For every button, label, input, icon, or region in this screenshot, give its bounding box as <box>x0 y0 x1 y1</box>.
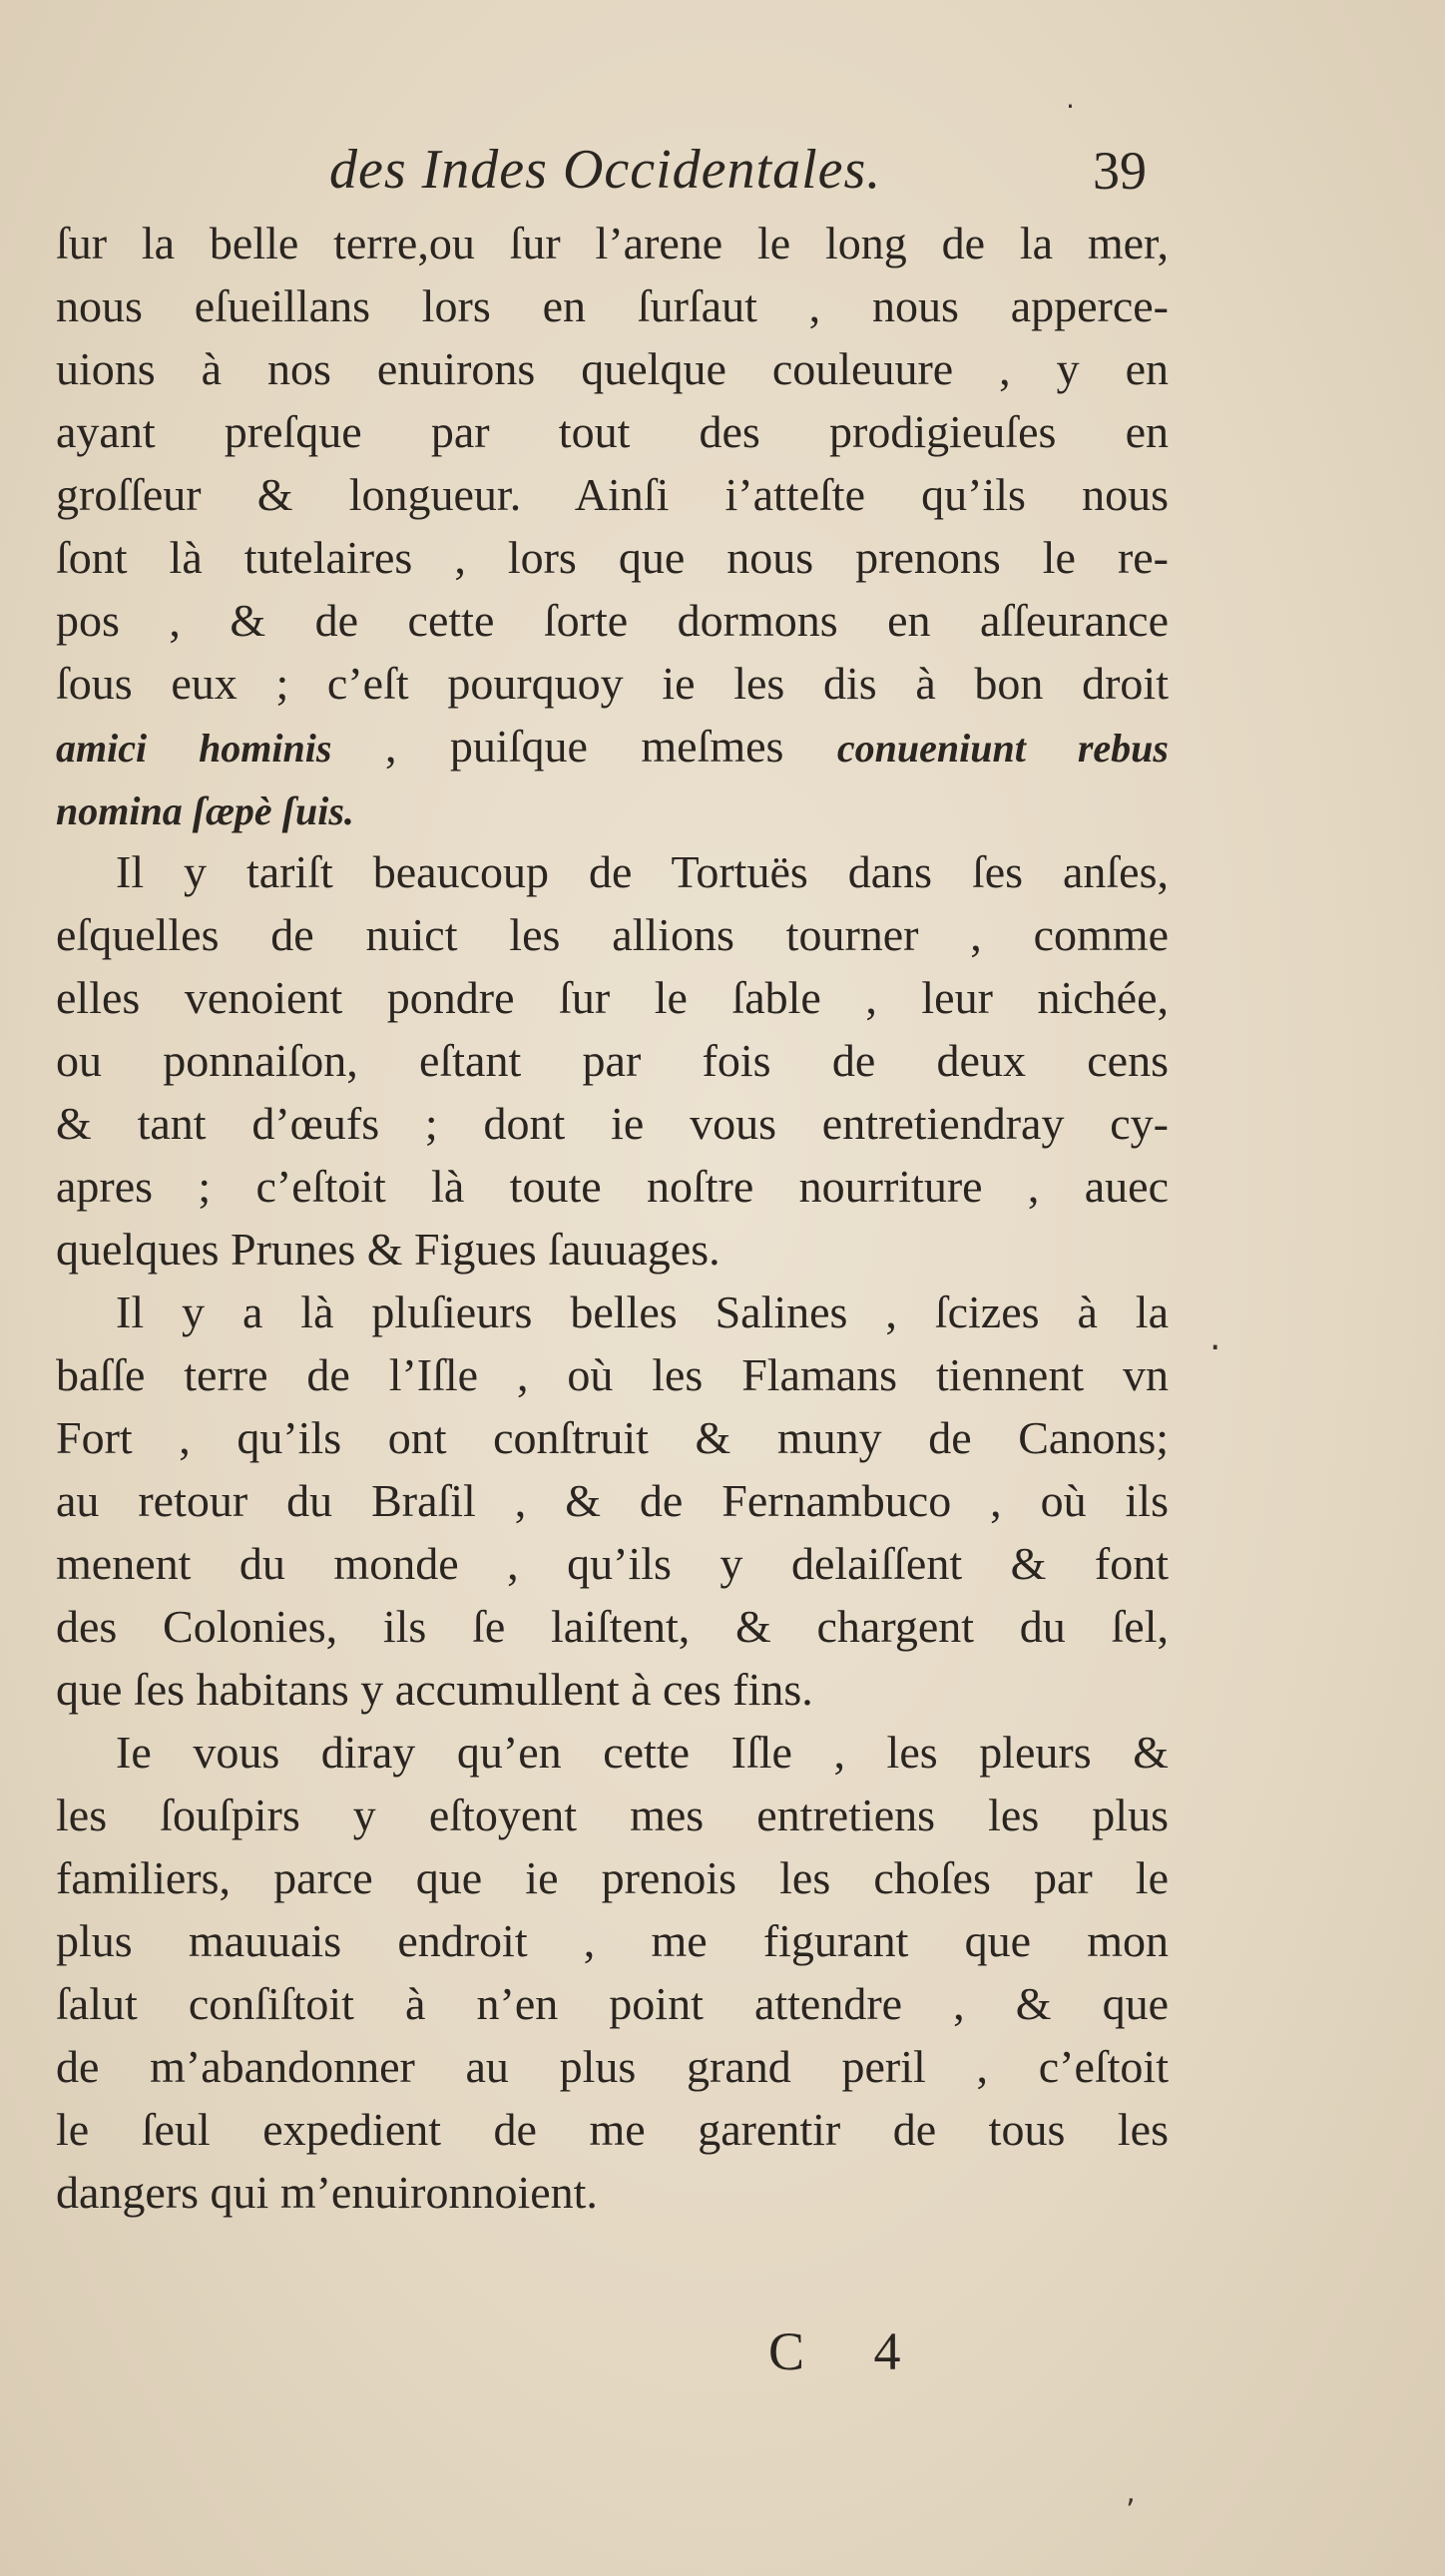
text-line: ou ponnaiſon, eſtant par fois de deux cens <box>56 1035 1169 1086</box>
signature-mark: C 4 <box>768 2321 929 2381</box>
text-line: des Colonies, ils ſe laiſtent, & chargent du ſel, <box>56 1601 1169 1652</box>
text-line: le ſeul expedient de me garentir de tous les <box>56 2104 1169 2155</box>
latin-phrase: conueniunt rebus <box>836 726 1169 771</box>
paragraph-start: Il y a là pluſieurs belles Salines , ſcizes à la <box>116 1287 1169 1337</box>
text-line: eſquelles de nuict les allions tourner , comme <box>56 909 1169 960</box>
text-line: au retour du Braſil , & de Fernambuco , où ils <box>56 1475 1169 1526</box>
text-line: ſalut conſiſtoit à n’en point attendre , & que <box>56 1978 1169 2029</box>
paragraph-start: Il y tariſt beaucoup de Tortuës dans ſes anſes, <box>116 846 1169 897</box>
text-line: ſur la belle terre,ou ſur l’arene le long de la mer, <box>56 218 1169 268</box>
text-line: Fort , qu’ils ont conſtruit & muny de Canons; <box>56 1412 1169 1463</box>
text-line: dangers qui m’enuironnoient. <box>56 2167 598 2218</box>
text-line: plus mauuais endroit , me figurant que mon <box>56 1915 1169 1966</box>
text-line: ayant preſque par tout des prodigieuſes en <box>56 406 1169 457</box>
text-fragment: , puiſque meſmes <box>331 721 837 772</box>
text-line-latin <box>56 777 1169 840</box>
text-line: baſſe terre de l’Iſle , où les Flamans tiennent vn <box>56 1349 1169 1400</box>
text-line: quelques Prunes & Figues ſauuages. <box>56 1224 721 1275</box>
text-line: ſous eux ; c’eſt pourquoy ie les dis à bon droit <box>56 658 1169 709</box>
text-line: de m’abandonner au plus grand peril , c’eſtoit <box>56 2041 1169 2092</box>
text-line: groſſeur & longueur. Ainſi i’atteſte qu’ils nous <box>56 469 1169 520</box>
text-line: ſont là tutelaires , lors que nous prenons le re- <box>56 532 1169 583</box>
latin-phrase: nomina ſæpè ſuis. <box>56 788 354 833</box>
text-line: pos , & de cette ſorte dormons en aſſeurance <box>56 595 1169 646</box>
text-line-latin <box>56 715 1169 777</box>
running-title: des Indes Occidentales. <box>329 139 882 201</box>
latin-phrase: amici hominis <box>56 726 332 771</box>
text-line: menent du monde , qu’ils y delaiſſent & font <box>56 1538 1169 1589</box>
page-header <box>0 138 1445 218</box>
text-line: apres ; c’eſtoit là toute noſtre nourriture , auec <box>56 1161 1169 1212</box>
ink-speck-icon: ‚ <box>1126 2475 1136 2510</box>
body-text <box>56 212 1169 2224</box>
ink-speck-icon: · <box>1209 1327 1221 1368</box>
text-line: familiers, parce que ie prenois les choſes par le <box>56 1852 1169 1903</box>
text-line: & tant d’œufs ; dont ie vous entretiendray cy- <box>56 1098 1169 1149</box>
text-line: les ſouſpirs y eſtoyent mes entretiens les plus <box>56 1790 1169 1840</box>
paragraph-start: Ie vous diray qu’en cette Iſle , les pleurs & <box>116 1727 1169 1778</box>
text-line: uions à nos enuirons quelque couleuure , y en <box>56 343 1169 394</box>
text-line: que ſes habitans y accumullent à ces fins. <box>56 1664 813 1715</box>
text-line: nous eſueillans lors en ſurſaut , nous apperce- <box>56 280 1169 331</box>
ink-speck-icon: · <box>1066 90 1075 123</box>
text-line: elles venoient pondre ſur le ſable , leur nichée, <box>56 972 1169 1023</box>
page-number: 39 <box>1093 141 1147 201</box>
